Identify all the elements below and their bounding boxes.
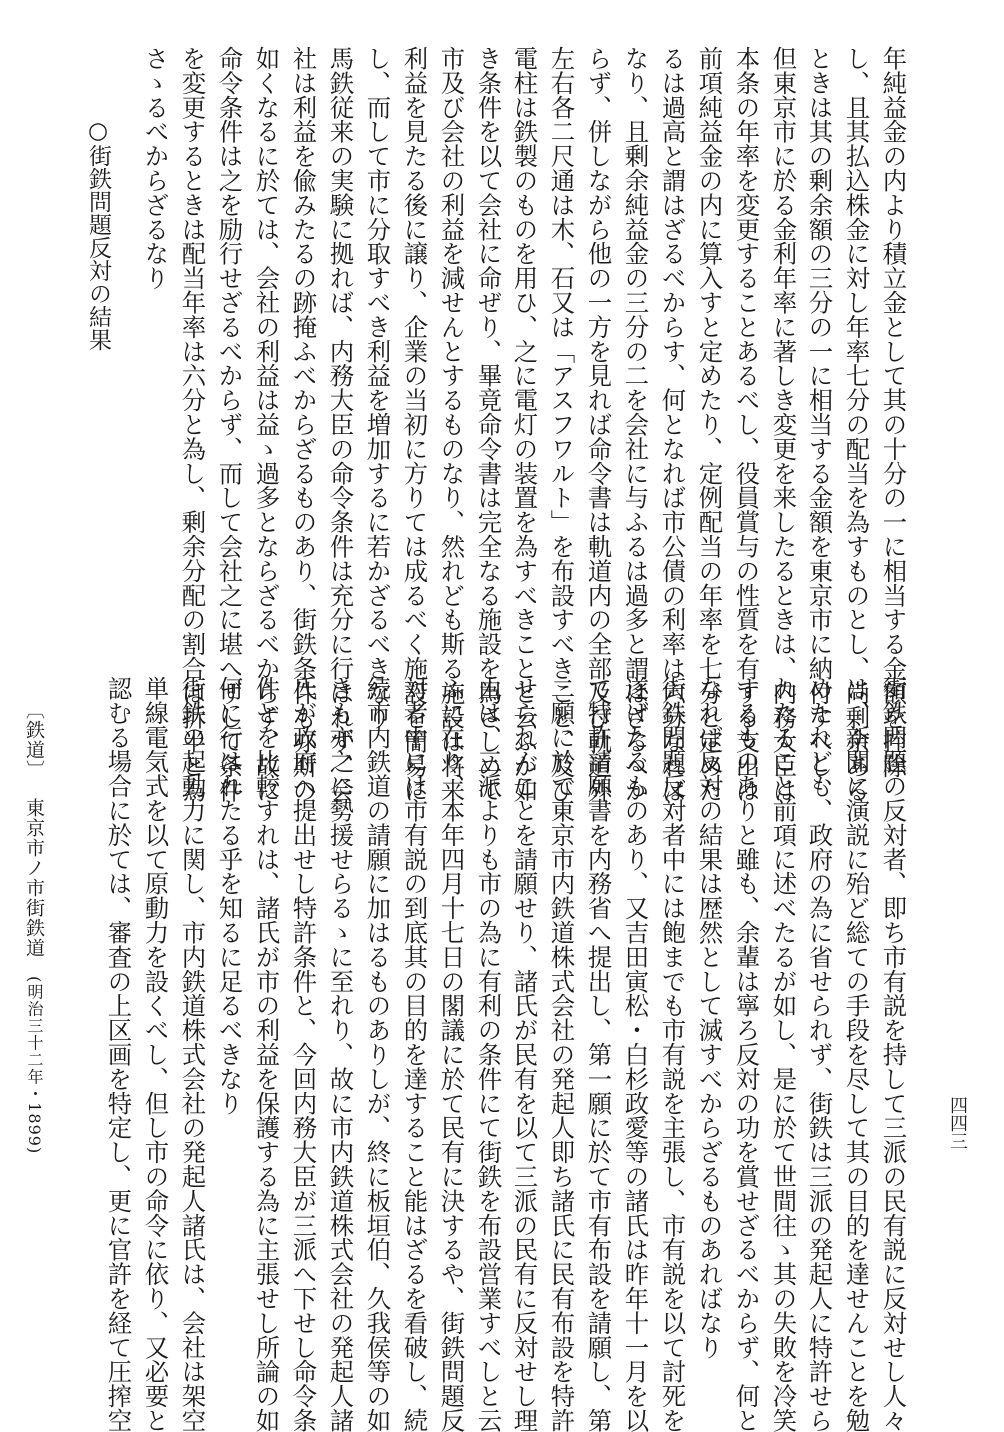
text-column: 氏が政府へ提出せし特許条件と、今回内務大臣が三派へ下せし命令条 xyxy=(288,676,318,1432)
text-column: 遂げたるものあり、又吉田寅松・白杉政愛等の諸氏は昨年十一月を以 xyxy=(620,676,650,1432)
running-header-title: 東京市ノ市街鉄道 xyxy=(23,798,45,958)
text-column: し、而して市に分取すべき利益を増加するに若かざるべきなり xyxy=(362,46,392,730)
text-column: ときは其の剰余額の三分の一に相当する金額を東京市に納付すべし、 xyxy=(804,46,834,803)
text-column: 単線電気式を以て原動力を設くべし、但し市の命令に依り、又必要と xyxy=(140,676,170,1432)
text-column: ふに在り、本年四月十七日の閣議に於て民有に決するや、街鉄問題反 xyxy=(436,676,466,1432)
text-column: きも亦之に勢援せらるゝに至れり、故に市内鉄道株式会社の発起人諸 xyxy=(325,676,355,1432)
running-header-series: 〔鉄道〕 xyxy=(23,700,45,780)
text-column: らず、併しながら他の一方を見れば命令書は軌道内の全部及び軌道外 xyxy=(583,46,613,803)
text-column: 街鉄問題の反対者、即ち市有説を持して三派の民有説に反対せし人々 xyxy=(878,676,908,1432)
text-column: 命令条件は之を励行せざるべからず、而して会社之に堪へずして条件 xyxy=(214,46,244,803)
page-number: 四四三 xyxy=(947,1096,968,1150)
section-heading: ○街鉄問題反対の結果 xyxy=(85,118,111,351)
running-header-years: (明治三十二年・1899) xyxy=(25,976,44,1155)
text-column: て特許請願書を内務省へ提出し、第一願に於て市有布設を請願し、第 xyxy=(583,676,613,1432)
text-column: 件とを比較すれは、諸氏が市の利益を保護する為に主張せし所論の如 xyxy=(251,676,281,1432)
text-column: れたること前項に述べたるが如し、是に於て世間往ゝ其の失敗を冷笑 xyxy=(768,676,798,1432)
text-column: き条件を以て会社に命ぜり、畢竟命令書は完全なる施設を為さしめて xyxy=(473,46,503,803)
text-column: 本条の年率を変更することあるべし、役員賞与の性質を有する支出は xyxy=(731,46,761,803)
text-column: するものありと雖も、余輩は寧ろ反対の功を賞せざるべからず、何と xyxy=(731,676,761,1432)
text-column: 続市内鉄道の請願に加はるものありしが、終に板垣伯、久我侯等の如 xyxy=(362,676,392,1432)
text-column: 電柱は鉄製のものを用ひ、之に電灯の装置を為すべきことと云ふが如 xyxy=(509,46,539,803)
text-column: 市及び会社の利益を減せんとするものなり、然れども斯る施設は将来 xyxy=(436,46,466,803)
text-column: 馬鉄従来の実験に拠れば、内務大臣の命令条件は充分に行はれず、会 xyxy=(325,46,355,803)
text-column: し、且其払込株金に対し年率七分の配当を為すものとし、尚剰余ある xyxy=(841,46,871,803)
text-column: 社は利益を偸みたるの跡掩ふべからざるものあり、街鉄条件も亦斯の xyxy=(288,46,318,803)
text-column: せられんことを請願せり、諸氏が民有を以て三派の民有に反対せし理 xyxy=(509,676,539,1432)
text-column: は、新聞に演説に殆ど総ての手段を尽して其の目的を達せんことを勉 xyxy=(841,676,871,1432)
text-column: 利益を見たる後に譲り、企業の当初に方りては成るべく施設を簡易に xyxy=(399,46,429,803)
text-column: 街鉄問題反対者中には飽までも市有説を主張し、市有説を以て討死を xyxy=(657,676,687,1432)
text-column: なり、且剰余純益金の三分の二を会社に与ふるは過多と謂はざるべか xyxy=(620,46,650,803)
running-header xyxy=(24,700,43,1154)
text-column: めたれども、政府の為に省せられず、街鉄は三派の発起人に特許せら xyxy=(804,676,834,1432)
text-column: 対者中には市有説の到底其の目的を達すること能はざるを看破し、続 xyxy=(399,676,429,1432)
text-column: 何に行はれたる乎を知るに足るべきなり xyxy=(214,676,244,1116)
text-column: 前項純益金の内に算入すと定めたり、定例配当の年率を七分と定めた xyxy=(694,46,724,803)
text-column: 認むる場合に於ては、審査の上区画を特定し、更に官許を経て圧搾空 xyxy=(103,676,133,1432)
text-column: 年純益金の内より積立金として其の十分の一に相当する金額を控除 xyxy=(878,46,908,778)
text-column: 街鉄の起動力に関し、市内鉄道株式会社の発起人諸氏は、会社は架空 xyxy=(177,676,207,1432)
text-column: 由は、三派よりも市の為に有利の条件にて街鉄を布設営業すべしと云 xyxy=(473,676,503,1432)
text-column: 二願に於て東京市内鉄道株式会社の発起人即ち諸氏に民有布設を特許 xyxy=(546,676,576,1432)
text-column: 左右各二尺通は木、石又は「アスフワルト」を布設すべきこと、及び xyxy=(546,46,576,803)
text-column: を変更するときは配当年率は六分と為し、剰余分配の割合は折半と為 xyxy=(177,46,207,803)
text-column: 如くなるに於ては、会社の利益は益ゝ過多とならざるべからず、故に xyxy=(251,46,281,803)
text-column: なれば反対の結果は歴然として滅すべからざるものあればなり xyxy=(694,676,724,1360)
text-column: るは過高と謂はざるべからす、何となれば市公債の利率は六分なれば xyxy=(657,46,687,803)
text-column: さゝるべからざるなり xyxy=(140,46,170,290)
text-column: 但東京市に於る金利年率に著しき変更を来したるときは、内務大臣は xyxy=(768,46,798,803)
